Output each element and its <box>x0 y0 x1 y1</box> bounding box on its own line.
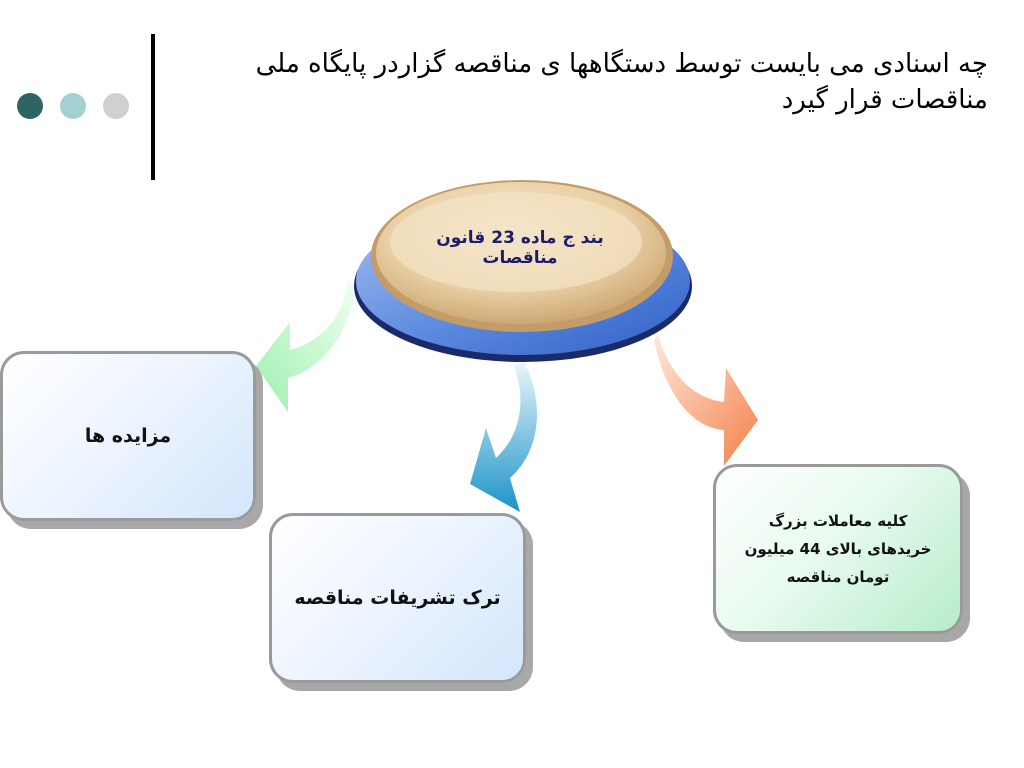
center-label: بند ج ماده 23 قانون مناقصات <box>436 228 604 268</box>
arrow-to-large-tenders <box>654 335 758 466</box>
box-waiver-label: ترک تشریفات مناقصه <box>294 587 501 609</box>
box-large-tenders-label: کلیه معاملات بزرگ خریدهای بالای 44 میلیون تومان مناقصه <box>744 512 932 586</box>
box-large-tenders <box>713 464 963 634</box>
arrow-to-auctions <box>256 280 356 412</box>
box-auctions <box>0 351 256 521</box>
box-auctions-label: مزایده ها <box>84 425 172 447</box>
box-waiver <box>269 513 526 683</box>
arrow-to-waiver <box>470 362 537 512</box>
slide-title: چه اسنادی می بایست توسط دستگاهها ی مناقصه گزاردر پایگاه ملی مناقصات قرار گیرد <box>255 49 988 115</box>
